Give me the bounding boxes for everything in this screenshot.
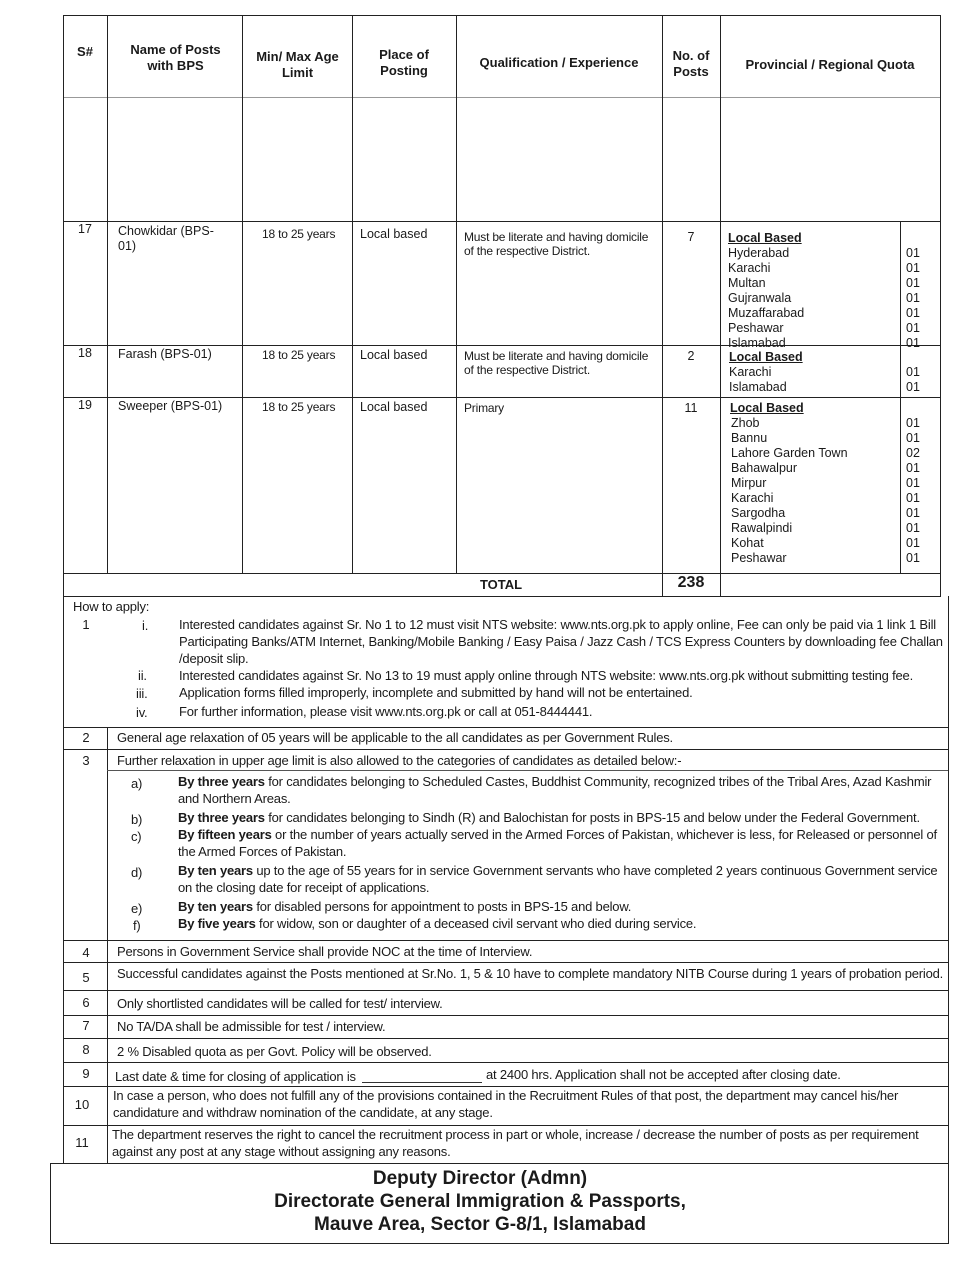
quota-item — [728, 306, 928, 321]
quota-item — [731, 491, 928, 506]
quota-item — [731, 536, 928, 551]
quota-count: 02 — [906, 446, 920, 460]
instruction-text — [178, 898, 946, 915]
quota-item — [731, 446, 928, 461]
instruction-text — [178, 773, 946, 807]
quota-place: Rawalpindi — [731, 521, 793, 535]
quota-item — [731, 416, 928, 431]
quota-count: 01 — [906, 276, 920, 290]
header-qualification: Qualification / Experience — [479, 55, 639, 70]
quota-list — [731, 416, 928, 566]
quota-item — [731, 461, 928, 476]
item-number: 10 — [74, 1097, 90, 1112]
header-posts: No. of Posts — [672, 48, 710, 79]
relaxation-years: By ten years — [178, 899, 253, 914]
quota-list — [728, 246, 928, 351]
sub-label: ii. — [138, 668, 147, 683]
instruction-text: at 2400 hrs. Application shall not be accepted after closing date. — [486, 1067, 841, 1082]
sub-label: b) — [131, 812, 143, 827]
quota-place: Islamabad — [729, 380, 787, 394]
quota-count: 01 — [906, 476, 920, 490]
quota-item — [728, 291, 928, 306]
quota-place: Peshawar — [728, 321, 784, 335]
quota-item — [728, 246, 928, 261]
quota-item — [729, 365, 928, 380]
instruction-text — [178, 862, 946, 896]
row-sno: 17 — [78, 222, 92, 236]
item-number: 3 — [82, 753, 90, 768]
sub-label: a) — [131, 776, 143, 791]
quota-count: 01 — [906, 461, 920, 475]
item-number: 11 — [75, 1135, 89, 1150]
quota-place: Karachi — [731, 491, 774, 505]
quota-count: 01 — [906, 506, 920, 520]
quota-item — [731, 551, 928, 566]
how-to-apply-label: How to apply: — [73, 599, 150, 614]
signatory-address: Mauve Area, Sector G-8/1, Islamabad — [314, 1214, 646, 1235]
signatory-department: Directorate General Immigration & Passports, — [274, 1191, 686, 1212]
quota-place: Multan — [728, 276, 766, 290]
header-sno: S# — [77, 44, 93, 59]
quota-place: Zhob — [731, 416, 760, 430]
relaxation-years: By fifteen years — [178, 827, 272, 842]
total-label: TOTAL — [479, 577, 523, 592]
quota-item — [729, 380, 928, 395]
quota-count: 01 — [906, 416, 920, 430]
header-quota: Provincial / Regional Quota — [745, 57, 915, 72]
row-quota-heading: Local Based — [730, 401, 804, 415]
quota-count: 01 — [906, 521, 920, 535]
quota-count: 01 — [906, 431, 920, 445]
row-age: 18 to 25 years — [262, 227, 336, 241]
row-sno: 19 — [78, 398, 92, 412]
quota-item — [731, 431, 928, 446]
instruction-text: General age relaxation of 05 years will be applicable to the all candidates as per Government Rules. — [117, 730, 673, 745]
row-post-name: Chowkidar (BPS-01) — [118, 224, 214, 253]
instruction-text — [178, 915, 946, 932]
row-posts: 7 — [687, 230, 695, 244]
item-number: 9 — [82, 1066, 90, 1081]
instruction-text — [178, 809, 946, 826]
quota-count: 01 — [906, 246, 920, 260]
relaxation-detail: up to the age of 55 years for in service Government servants who have completed 2 years continuous Government service on the closing date for receipt of applications. — [178, 863, 938, 895]
relaxation-years: By five years — [178, 916, 256, 931]
quota-place: Bahawalpur — [731, 461, 798, 475]
quota-count: 01 — [906, 321, 920, 335]
quota-count: 01 — [906, 536, 920, 550]
row-quota-heading: Local Based — [728, 231, 802, 245]
quota-item — [728, 321, 928, 336]
row-qualification: Must be literate and having domicile of the respective District. — [464, 349, 649, 377]
row-sno: 18 — [78, 346, 92, 360]
quota-place: Islamabad — [728, 336, 786, 350]
header-place: Place of Posting — [379, 47, 429, 78]
relaxation-detail: for disabled persons for appointment to posts in BPS-15 and below. — [252, 899, 632, 914]
instruction-text: Interested candidates against Sr. No 13 to 19 must apply online through NTS website: www.nts.org.pk without submitting testing fee. — [179, 668, 913, 683]
quota-item — [728, 276, 928, 291]
relaxation-years: By three years — [178, 774, 265, 789]
instruction-text: 2 % Disabled quota as per Govt. Policy will be observed. — [117, 1044, 432, 1059]
quota-place: Muzaffarabad — [728, 306, 805, 320]
instruction-text: Persons in Government Service shall provide NOC at the time of Interview. — [117, 944, 533, 959]
quota-count: 01 — [906, 306, 920, 320]
closing-date-blank — [362, 1082, 482, 1083]
instruction-text: The department reserves the right to cancel the recruitment process in part or whole, increase / decrease the number of posts as per requirement against any post at any stage without assigning any reasons. — [112, 1127, 919, 1159]
row-qualification: Must be literate and having domicile of the respective District. — [464, 230, 649, 258]
quota-place: Peshawar — [731, 551, 787, 565]
item-number: 6 — [82, 995, 90, 1010]
item-number: 4 — [82, 945, 90, 960]
quota-item — [728, 336, 928, 351]
quota-place: Hyderabad — [728, 246, 790, 260]
quota-item — [728, 261, 928, 276]
item-number: 1 — [82, 617, 90, 632]
row-post-name: Sweeper (BPS-01) — [118, 399, 223, 413]
instruction-text — [178, 826, 946, 860]
sub-label: c) — [131, 829, 142, 844]
quota-place: Bannu — [731, 431, 768, 445]
quota-place: Karachi — [728, 261, 771, 275]
sub-label: d) — [131, 865, 143, 880]
total-value: 238 — [677, 574, 705, 591]
quota-place: Karachi — [729, 365, 772, 379]
instruction-text: Successful candidates against the Posts mentioned at Sr.No. 1, 5 & 10 have to complete mandatory NITB Course during 1 years of probation period. — [117, 966, 944, 981]
instruction-text: Application forms filled improperly, incomplete and submitted by hand will not be entertained. — [179, 685, 693, 700]
instruction-text: No TA/DA shall be admissible for test / interview. — [117, 1019, 386, 1034]
header-name: Name of Posts with BPS — [130, 42, 221, 73]
relaxation-detail: or the number of years actually served in the Armed Forces of Pakistan, whichever is less, for Released or personnel of the Armed Forces of Pakistan. — [178, 827, 937, 859]
row-posts: 2 — [687, 349, 695, 363]
quota-count: 01 — [906, 291, 920, 305]
item-number: 2 — [82, 730, 90, 745]
row-place: Local based — [360, 348, 428, 362]
quota-count: 01 — [906, 336, 920, 350]
row-place: Local based — [360, 400, 428, 414]
item-number: 5 — [82, 970, 90, 985]
item-number: 7 — [82, 1018, 90, 1033]
row-post-name: Farash (BPS-01) — [118, 347, 212, 361]
quota-count: 01 — [906, 551, 920, 565]
row-posts: 11 — [684, 401, 698, 415]
instruction-text: Last date & time for closing of application is — [115, 1069, 356, 1084]
quota-place: Mirpur — [731, 476, 767, 490]
row-quota-heading: Local Based — [729, 350, 803, 364]
row-qualification: Primary — [464, 401, 504, 415]
instruction-text: In case a person, who does not fulfill any of the provisions contained in the Recruitment Rules of that post, the department may cancel his/her candidature and withdraw nomination of the candidate, at any stage. — [113, 1088, 899, 1120]
instruction-text: Only shortlisted candidates will be called for test/ interview. — [117, 996, 443, 1011]
instruction-text: Further relaxation in upper age limit is also allowed to the categories of candidates as detailed below:- — [117, 753, 682, 768]
relaxation-detail: for widow, son or daughter of a deceased civil servant who died during service. — [255, 916, 697, 931]
instruction-text: Interested candidates against Sr. No 1 to 12 must visit NTS website: www.nts.org.pk to apply online, Fee can only be paid via 1 link 1 Bill Participating Banks/ATM Internet, Banking/Mobile Banking / Easy Paisa / Jazz Cash / TCS Express Counters by downloading fee Challan /deposit slip. — [179, 617, 943, 666]
quota-count: 01 — [906, 380, 920, 394]
quota-item — [731, 506, 928, 521]
row-age: 18 to 25 years — [262, 348, 336, 362]
sub-label: iv. — [136, 705, 148, 720]
quota-place: Lahore Garden Town — [731, 446, 848, 460]
signatory-title: Deputy Director (Admn) — [372, 1168, 588, 1189]
relaxation-detail: for candidates belonging to Scheduled Castes, Buddhist Community, recognized tribes of the Tribal Ares, Azad Kashmir and Northern Areas. — [178, 774, 932, 806]
quota-place: Sargodha — [731, 506, 786, 520]
sub-label: i. — [142, 618, 149, 633]
relaxation-years: By three years — [178, 810, 265, 825]
quota-count: 01 — [906, 491, 920, 505]
quota-place: Gujranwala — [728, 291, 792, 305]
quota-place: Kohat — [731, 536, 764, 550]
instruction-text: For further information, please visit www.nts.org.pk or call at 051-8444441. — [179, 704, 593, 719]
row-age: 18 to 25 years — [262, 400, 336, 414]
sub-label: iii. — [136, 686, 148, 701]
row-place: Local based — [360, 227, 428, 241]
relaxation-years: By ten years — [178, 863, 253, 878]
sub-label: e) — [131, 901, 143, 916]
quota-count: 01 — [906, 261, 920, 275]
item-number: 8 — [82, 1042, 90, 1057]
relaxation-detail: for candidates belonging to Sindh (R) and Balochistan for posts in BPS-15 and below under the Federal Government. — [264, 810, 920, 825]
quota-count: 01 — [906, 365, 920, 379]
quota-list — [729, 365, 928, 395]
quota-item — [731, 521, 928, 536]
sub-label: f) — [133, 918, 141, 933]
quota-item — [731, 476, 928, 491]
header-age: Min/ Max Age Limit — [256, 49, 339, 80]
